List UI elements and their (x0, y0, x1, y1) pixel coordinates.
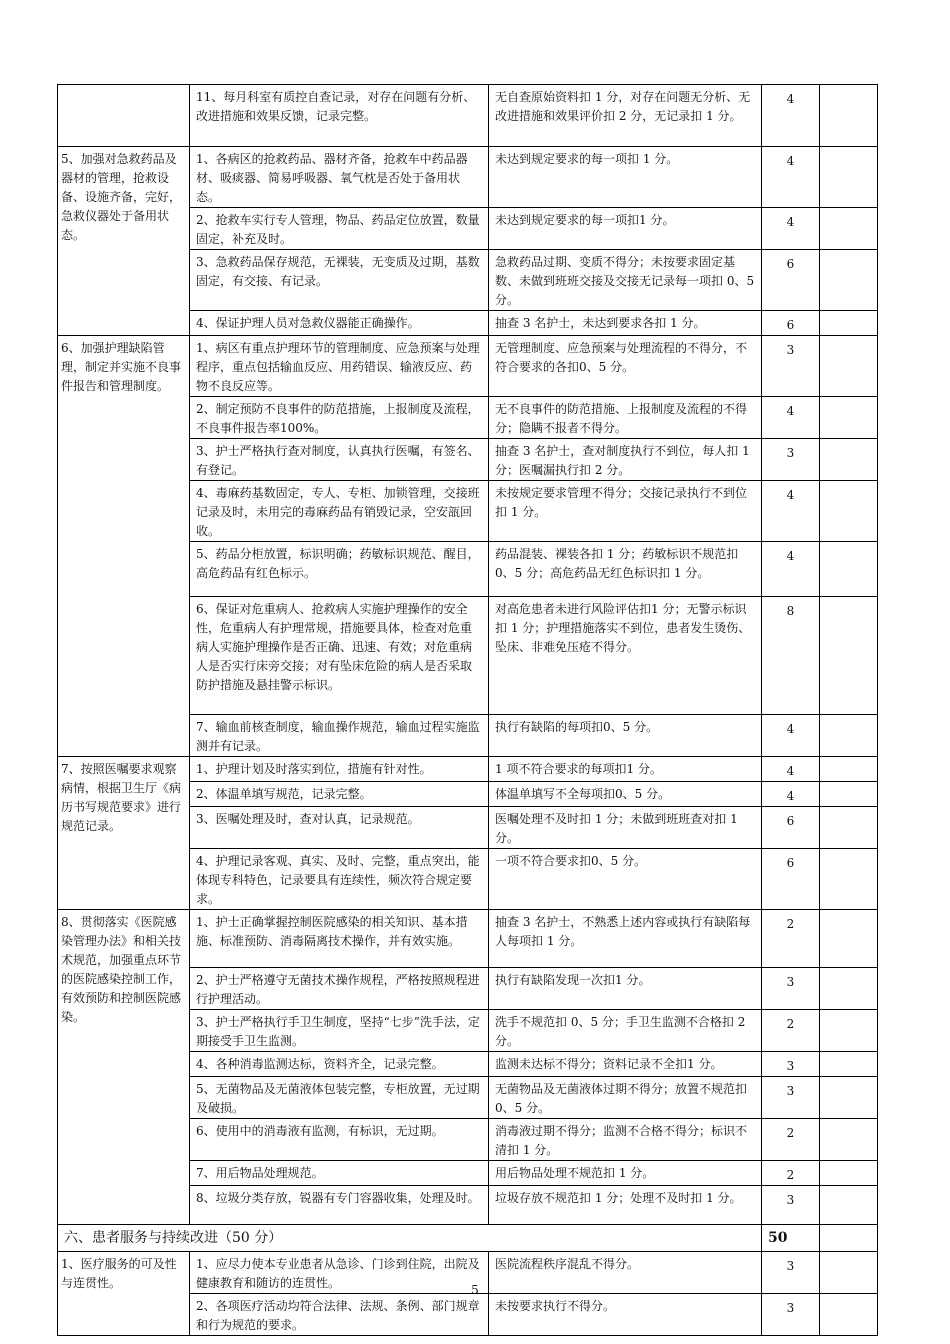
deduction-cell: 医院流程秩序混乱不得分。 (489, 1252, 762, 1294)
blank-cell (820, 481, 878, 542)
requirement-cell: 3、护士严格执行手卫生制度，坚持“七步”洗手法，定期接受手卫生监测。 (190, 1010, 489, 1052)
category-cell: 1、医疗服务的可及性与连贯性。 (58, 1252, 190, 1336)
section-score: 50 (762, 1225, 820, 1252)
deduction-cell: 消毒液过期不得分；监测不合格不得分；标识不清扣 1 分。 (489, 1119, 762, 1161)
blank-cell (820, 85, 878, 147)
blank-cell (820, 849, 878, 910)
blank-cell (820, 910, 878, 968)
category-cell: 5、加强对急救药品及器材的管理，抢救设备、设施齐备，完好，急救仪器处于备用状态。 (58, 147, 190, 336)
requirement-cell: 2、制定预防不良事件的防范措施，上报制度及流程，不良事件报告率100%。 (190, 397, 489, 439)
blank-cell (820, 1161, 878, 1186)
score-cell: 4 (762, 715, 820, 757)
score-cell: 3 (762, 1052, 820, 1077)
standards-table (57, 84, 878, 1336)
score-cell: 3 (762, 1077, 820, 1119)
table-row (58, 910, 878, 968)
requirement-cell: 1、应尽力使本专业患者从急诊、门诊到住院，出院及健康教育和随访的连贯性。 (190, 1252, 489, 1294)
requirement-cell: 2、护士严格遵守无菌技术操作规程，严格按照规程进行护理活动。 (190, 968, 489, 1010)
blank-cell (820, 250, 878, 311)
requirement-cell: 2、各项医疗活动均符合法律、法规、条例、部门规章和行为规范的要求。 (190, 1294, 489, 1336)
blank-cell (820, 715, 878, 757)
deduction-cell: 无不良事件的防范措施、上报制度及流程的不得分；隐瞒不报者不得分。 (489, 397, 762, 439)
blank-cell (820, 1186, 878, 1225)
section-title: 六、患者服务与持续改进（50 分） (58, 1225, 762, 1252)
deduction-cell: 医嘱处理不及时扣 1 分；未做到班班查对扣 1 分。 (489, 807, 762, 849)
requirement-cell: 4、毒麻药基数固定，专人、专柜、加锁管理，交接班记录及时，未用完的毒麻药品有销毁记录，空安瓿回收。 (190, 481, 489, 542)
score-cell: 2 (762, 1119, 820, 1161)
blank-cell (820, 1119, 878, 1161)
deduction-cell: 抽查 3 名护士，未达到要求各扣 1 分。 (489, 311, 762, 336)
requirement-cell: 5、无菌物品及无菌液体包装完整，专柜放置，无过期及破损。 (190, 1077, 489, 1119)
score-cell: 4 (762, 542, 820, 597)
requirement-cell: 3、急救药品保存规范，无裸装，无变质及过期，基数固定，有交接、有记录。 (190, 250, 489, 311)
blank-cell (820, 597, 878, 715)
deduction-cell: 垃圾存放不规范扣 1 分；处理不及时扣 1 分。 (489, 1186, 762, 1225)
score-cell: 3 (762, 968, 820, 1010)
deduction-cell: 抽查 3 名护士，查对制度执行不到位，每人扣 1 分；医嘱漏执行扣 2 分。 (489, 439, 762, 481)
deduction-cell: 药品混装、裸装各扣 1 分；药敏标识不规范扣 0、5 分；高危药品无红色标识扣 1 分。 (489, 542, 762, 597)
deduction-cell: 用后物品处理不规范扣 1 分。 (489, 1161, 762, 1186)
score-cell: 4 (762, 782, 820, 807)
deduction-cell: 无管理制度、应急预案与处理流程的不得分，不符合要求的各扣0、5 分。 (489, 336, 762, 397)
blank-cell (820, 807, 878, 849)
category-cell: 8、贯彻落实《医院感染管理办法》和相关技术规范，加强重点环节的医院感染控制工作，有效预防和控制医院感染。 (58, 910, 190, 1225)
requirement-cell: 11、每月科室有质控自查记录，对存在问题有分析、改进措施和效果反馈，记录完整。 (190, 85, 489, 147)
category-cell: 7、按照医嘱要求观察病情，根据卫生厅《病历书写规范要求》进行规范记录。 (58, 757, 190, 910)
deduction-cell: 执行有缺陷的每项扣0、5 分。 (489, 715, 762, 757)
deduction-cell: 未按规定要求管理不得分；交接记录执行不到位扣 1 分。 (489, 481, 762, 542)
deduction-cell: 未达到规定要求的每一项扣1 分。 (489, 208, 762, 250)
deduction-cell: 监测未达标不得分；资料记录不全扣1 分。 (489, 1052, 762, 1077)
blank-cell (820, 757, 878, 782)
blank-cell (820, 1052, 878, 1077)
score-cell: 3 (762, 1252, 820, 1294)
blank-cell (820, 147, 878, 208)
requirement-cell: 6、使用中的消毒液有监测，有标识，无过期。 (190, 1119, 489, 1161)
blank-cell (820, 1225, 878, 1252)
requirement-cell: 6、保证对危重病人、抢救病人实施护理操作的安全性，危重病人有护理常规，措施要具体，检查对危重病人实施护理操作是否正确、迅速、有效；对危重病人是否实行床旁交接；对有坠床危险的病人是否采取防护措施及悬挂警示标识。 (190, 597, 489, 715)
blank-cell (820, 336, 878, 397)
table-row (58, 85, 878, 147)
deduction-cell: 体温单填写不全每项扣0、5 分。 (489, 782, 762, 807)
score-cell: 2 (762, 1010, 820, 1052)
blank-cell (820, 208, 878, 250)
requirement-cell: 5、药品分柜放置，标识明确；药敏标识规范、醒目，高危药品有红色标示。 (190, 542, 489, 597)
requirement-cell: 4、护理记录客观、真实、及时、完整，重点突出，能体现专科特色，记录要具有连续性，频次符合规定要求。 (190, 849, 489, 910)
deduction-cell: 对高危患者未进行风险评估扣1 分；无警示标识扣 1 分；护理措施落实不到位，患者发生烫伤、坠床、非难免压疮不得分。 (489, 597, 762, 715)
requirement-cell: 3、医嘱处理及时，查对认真，记录规范。 (190, 807, 489, 849)
score-cell: 4 (762, 481, 820, 542)
score-cell: 4 (762, 208, 820, 250)
score-cell: 4 (762, 757, 820, 782)
requirement-cell: 4、保证护理人员对急救仪器能正确操作。 (190, 311, 489, 336)
score-cell: 4 (762, 85, 820, 147)
deduction-cell: 1 项不符合要求的每项扣1 分。 (489, 757, 762, 782)
score-cell: 6 (762, 807, 820, 849)
deduction-cell: 急救药品过期、变质不得分；未按要求固定基数、未做到班班交接及交接无记录每一项扣 0、5 分。 (489, 250, 762, 311)
requirement-cell: 2、抢救车实行专人管理，物品、药品定位放置，数量固定，补充及时。 (190, 208, 489, 250)
score-cell: 2 (762, 910, 820, 968)
blank-cell (820, 968, 878, 1010)
deduction-cell: 未按要求执行不得分。 (489, 1294, 762, 1336)
requirement-cell: 2、体温单填写规范，记录完整。 (190, 782, 489, 807)
table-row (58, 757, 878, 782)
blank-cell (820, 311, 878, 336)
requirement-cell: 7、用后物品处理规范。 (190, 1161, 489, 1186)
score-cell: 3 (762, 439, 820, 481)
deduction-cell: 洗手不规范扣 0、5 分；手卫生监测不合格扣 2 分。 (489, 1010, 762, 1052)
blank-cell (820, 1010, 878, 1052)
table-row (58, 147, 878, 208)
blank-cell (820, 782, 878, 807)
requirement-cell: 1、病区有重点护理环节的管理制度、应急预案与处理程序，重点包括输血反应、用药错误、输液反应、药物不良反应等。 (190, 336, 489, 397)
deduction-cell: 执行有缺陷发现一次扣1 分。 (489, 968, 762, 1010)
score-cell: 6 (762, 311, 820, 336)
score-cell: 8 (762, 597, 820, 715)
score-cell: 2 (762, 1161, 820, 1186)
deduction-cell: 无自查原始资料扣 1 分，对存在问题无分析、无改进措施和效果评价扣 2 分，无记录扣 1 分。 (489, 85, 762, 147)
score-cell: 4 (762, 147, 820, 208)
requirement-cell: 1、各病区的抢救药品、器材齐备，抢救车中药品器材、吸痰器、简易呼吸器、氧气枕是否处于备用状态。 (190, 147, 489, 208)
blank-cell (820, 439, 878, 481)
blank-cell (820, 542, 878, 597)
category-cell: 6、加强护理缺陷管理，制定并实施不良事件报告和管理制度。 (58, 336, 190, 757)
score-cell: 3 (762, 1186, 820, 1225)
section-header-row (58, 1225, 878, 1252)
table-row (58, 336, 878, 397)
score-cell: 3 (762, 1294, 820, 1336)
deduction-cell: 抽查 3 名护士，不熟悉上述内容或执行有缺陷每人每项扣 1 分。 (489, 910, 762, 968)
requirement-cell: 8、垃圾分类存放，锐器有专门容器收集，处理及时。 (190, 1186, 489, 1225)
score-cell: 6 (762, 849, 820, 910)
requirement-cell: 4、各种消毒监测达标，资料齐全，记录完整。 (190, 1052, 489, 1077)
requirement-cell: 7、输血前核查制度，输血操作规范，输血过程实施监测并有记录。 (190, 715, 489, 757)
score-cell: 4 (762, 397, 820, 439)
score-cell: 6 (762, 250, 820, 311)
requirement-cell: 1、护士正确掌握控制医院感染的相关知识、基本措施、标准预防、消毒隔离技术操作，并有效实施。 (190, 910, 489, 968)
score-cell: 3 (762, 336, 820, 397)
deduction-cell: 一项不符合要求扣0、5 分。 (489, 849, 762, 910)
blank-cell (820, 1294, 878, 1336)
deduction-cell: 无菌物品及无菌液体过期不得分；放置不规范扣0、5 分。 (489, 1077, 762, 1119)
blank-cell (820, 397, 878, 439)
blank-cell (820, 1077, 878, 1119)
requirement-cell: 3、护士严格执行查对制度，认真执行医嘱，有签名、有登记。 (190, 439, 489, 481)
deduction-cell: 未达到规定要求的每一项扣 1 分。 (489, 147, 762, 208)
requirement-cell: 1、护理计划及时落实到位，措施有针对性。 (190, 757, 489, 782)
category-cell (58, 85, 190, 147)
page-number: 5 (471, 1283, 479, 1297)
